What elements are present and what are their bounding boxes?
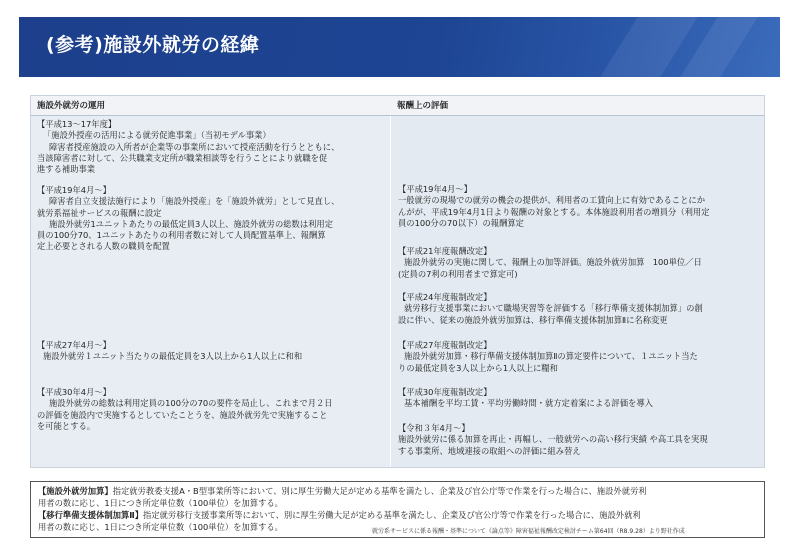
history-table xyxy=(30,95,765,468)
table-header-row xyxy=(31,96,764,116)
banner-stripe-decoration xyxy=(600,17,697,77)
evaluation-block-h19: 【平成19年4月～】 一般就労の現場での就労の機会の提供が、利用者の工賃向上に有効であることにか んがが、平成19年4月1日より報酬の対象とする。本体施設利用者の増員分（利用定 員の100分の70以下）の報酬算定 xyxy=(398,184,710,228)
column-operation xyxy=(31,116,390,467)
footer-line: 用者の数に応じ、1日につき所定単位数（100単位）を加算する。 xyxy=(38,498,283,508)
header-evaluation: 報酬上の評価 xyxy=(397,101,449,111)
operation-block-h13: 【平成13～17年度】 「施設外授産の活用による就労促進事業」（当初モデル事業） 障害者授産施設の入所者が企業等の事業所において授産活動を行うとともに、 当該障害者に対して、公共職業支定所が職業相談等を行うことにより就職を促 進する補助事業 xyxy=(37,119,340,175)
source-note: 就労系サービスに係る報酬・基準について《論点等》障害福祉報酬改定検討チーム第64回（R8.9.28）より野社作成 xyxy=(372,528,685,535)
footer-line: 用者の数に応じ、1日につき所定単位数（100単位）を加算する。 xyxy=(38,522,283,532)
header-operation: 施設外就労の運用 xyxy=(37,101,106,111)
evaluation-block-h24: 【平成24年度報制改定】 就労移行支援事業において職場実習等を評価する「移行準備支援体制加算」の創 設に伴い、従来の施設外就労加算は、移行準備支援体制加算Ⅱに名称変更 xyxy=(398,292,703,325)
page-title: (参考)施設外就労の経緯 xyxy=(46,34,260,56)
operation-block-h19: 【平成19年4月～】 障害者自立支援法施行により「施設外授産」を「施設外就労」として見直し、 就労系福祉サービスの報酬に設定 施設外就労1ユニットあたりの最低定員3人以上、施設外就労の総数は利用定 員の100分70、1ユニットあたりの利用者数に対して人員配置基準上、報酬算 定上必要とされる人数の職員を配置 xyxy=(37,185,340,252)
evaluation-block-h27: 【平成27年度報制改定】 施設外就労加算・移行準備支援体制加算Ⅱの算定要件について、１ユニット当た りの最低定員を3人以上から1人以上に糧和 xyxy=(398,340,698,373)
title-banner xyxy=(19,17,780,77)
evaluation-block-h30: 【平成30年度報制改定】 基本補酬を平均工賃・平均労働時間・就方定着案による評価を導入 xyxy=(398,387,653,409)
operation-block-h30: 【平成30年4月～】 施設外就労の総数は利用定員の100分の70の要件を局止し、これまで月２日 の評価を施設内で実施するとしていたことうを、施設外就労先で実施すること を可能とする。 xyxy=(37,387,333,431)
footer-line: 【移行準備支援体制加算Ⅱ】指定就労移行支援事業所等において、別に厚生労働大足が定める基準を満たし、企業及び官公庁等で作業を行った場合に、施設外就利 xyxy=(38,510,641,520)
evaluation-block-h21: 【平成21年度報酬改定】 施設外就労の実施に関して、報酬上の加等評価。施設外就労加算 100単位／日 (定員の7利の利用者まで算定可) xyxy=(398,246,702,279)
operation-block-h27: 【平成27年4月～】 施設外就労１ユニット当たりの最低定員を3人以上から1人以上に和和 xyxy=(37,340,303,362)
column-evaluation xyxy=(390,116,764,467)
evaluation-block-r3: 【令和３年4月～】 施設外就労に係る加算を再止・再幅し、一般就労への高い移行実績 や高工具を実現 する事業所、地域連接の取組への評価に組み替え xyxy=(398,423,708,456)
footer-line: 【施設外就労加算】指定就労教委支援A・B型事業所等において、別に厚生労働大足が定める基準を満たし、企業及び官公庁等で作業を行った場合に、施設外就労利 xyxy=(38,486,647,496)
